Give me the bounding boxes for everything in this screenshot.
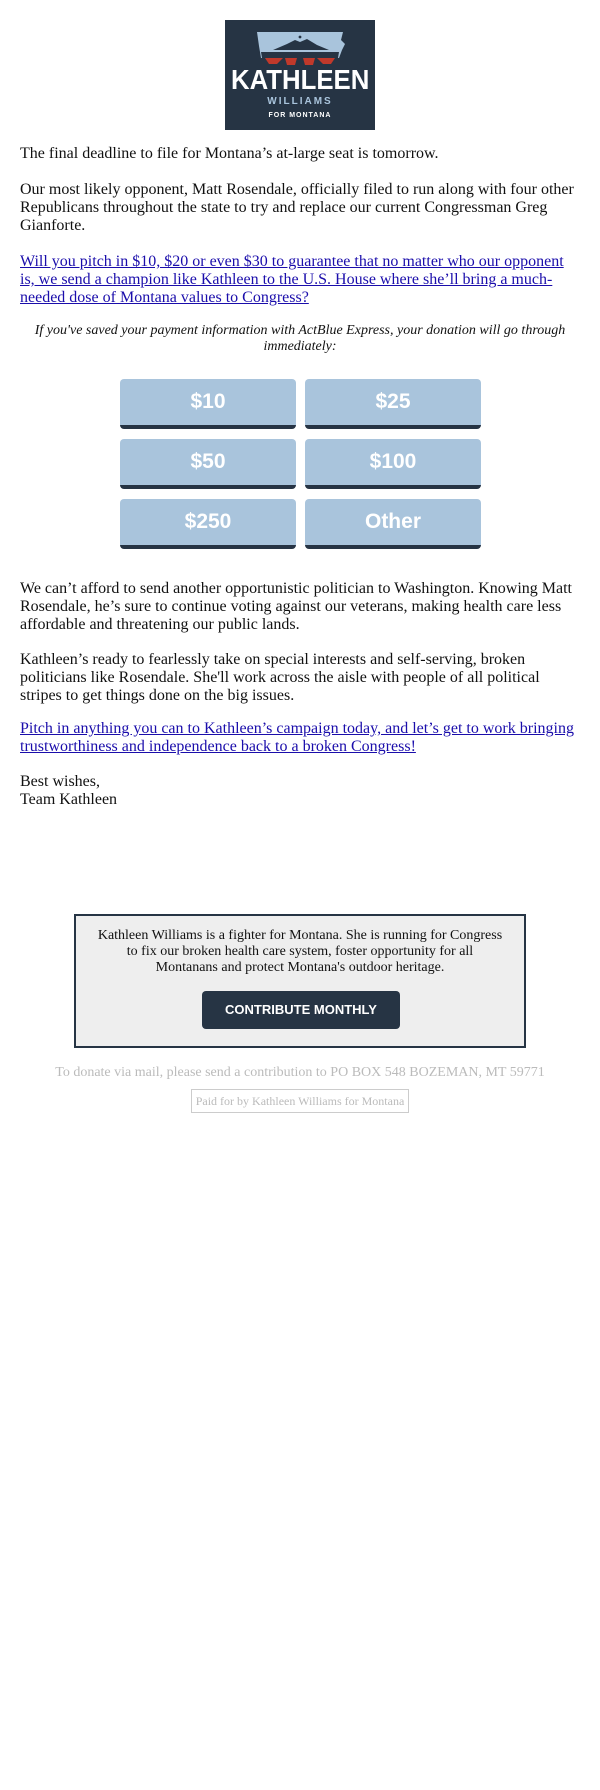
donate-button-250[interactable]: $250 (120, 499, 296, 549)
paragraph-opponent: Our most likely opponent, Matt Rosendale, officially filed to run along with four other Republicans throughout the state to try and replace our current Congressman Greg Gianforte. (20, 181, 574, 234)
actblue-note: If you've saved your payment information with ActBlue Express, your donation will go through immediately: (34, 323, 566, 354)
contribute-monthly-button[interactable]: CONTRIBUTE MONTHLY (202, 991, 400, 1029)
logo-subname: WILLIAMS (267, 96, 333, 107)
pitch-donate-link[interactable]: Pitch in anything you can to Kathleen’s campaign today, and let’s get to work bringing trustworthiness and independence back to a broken Congress! (20, 720, 574, 755)
logo-tagline: FOR MONTANA (268, 112, 332, 119)
ask-donate-link[interactable]: Will you pitch in $10, $20 or even $30 to guarantee that no matter who our opponent is, we send a champion like Kathleen to the U.S. House where she’ll bring a much-needed dose of Montana values to Congress? (20, 253, 564, 306)
donate-button-other[interactable]: Other (305, 499, 481, 549)
mail-donation-info: To donate via mail, please send a contribution to PO BOX 548 BOZEMAN, MT 59771 (55, 1065, 545, 1080)
donate-button-50[interactable]: $50 (120, 439, 296, 489)
campaign-logo (225, 20, 375, 130)
pitch-paragraph (20, 720, 580, 756)
ask-paragraph (20, 253, 580, 307)
paragraph-deadline: The final deadline to file for Montana’s at-large seat is tomorrow. (20, 145, 439, 162)
signature: Team Kathleen (20, 791, 118, 808)
donate-button-10[interactable]: $10 (120, 379, 296, 429)
monthly-box-text: Kathleen Williams is a fighter for Montana. She is running for Congress to fix our broken health care system, foster opportunity for all Montanans and protect Montana's outdoor heritage. (97, 928, 503, 975)
donate-button-25[interactable]: $25 (305, 379, 481, 429)
signoff: Best wishes, (20, 773, 100, 790)
paragraph-kathleen-ready: Kathleen’s ready to fearlessly take on special interests and self-serving, broken politicians like Rosendale. She'll work across the aisle with people of all political stripes to get things done on the big issues. (20, 651, 540, 704)
monthly-contribution-box (74, 914, 526, 1048)
logo-name: KATHLEEN (231, 64, 370, 95)
paid-for-disclaimer: Paid for by Kathleen Williams for Montana (191, 1089, 409, 1113)
paragraph-washington: We can’t afford to send another opportunistic politician to Washington. Knowing Matt Rosendale, he’s sure to continue voting against our veterans, making health care less affordable and threatening our public lands. (20, 580, 572, 633)
donate-button-100[interactable]: $100 (305, 439, 481, 489)
